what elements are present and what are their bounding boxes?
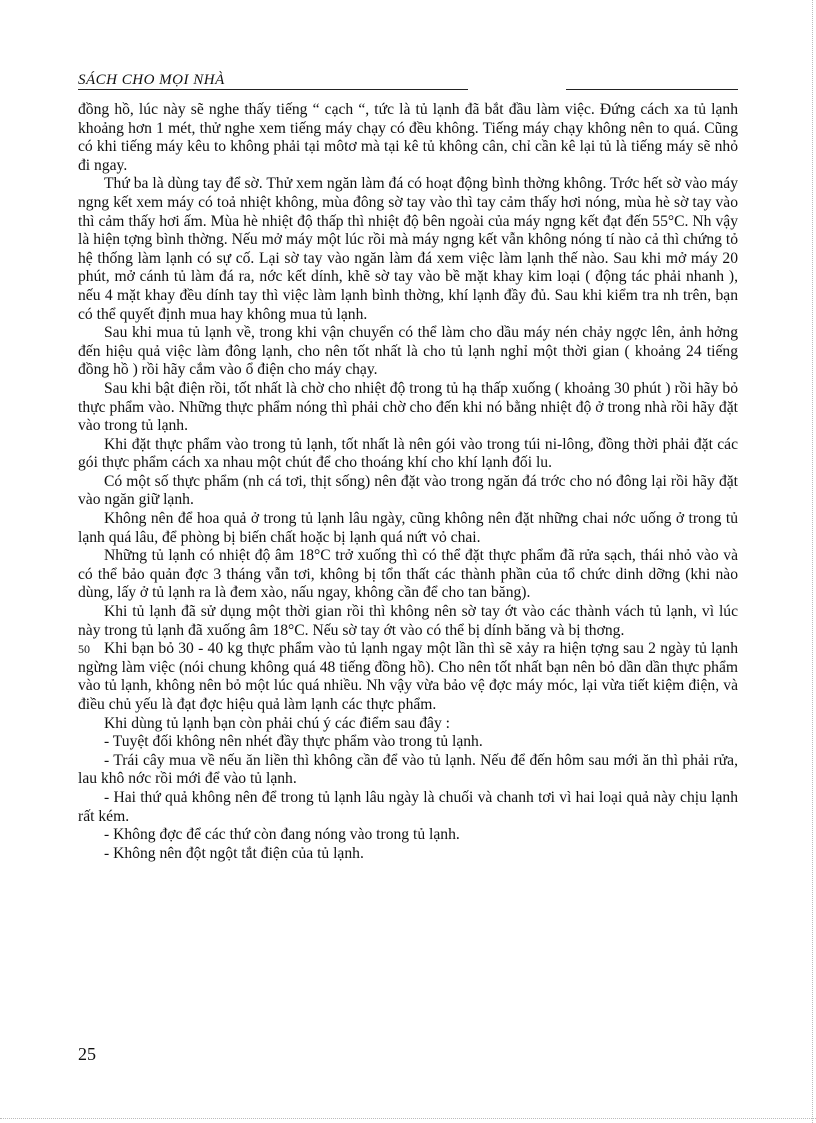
list-item: - Không nên đột ngột tắt điện của tủ lạnh. [104, 844, 364, 862]
paragraph: Khi dùng tủ lạnh bạn còn phải chú ý các điểm sau đây : [104, 714, 451, 732]
paragraph: đồng hồ, lúc này sẽ nghe thấy tiếng “ cạch “, tức là tủ lạnh đã bắt đầu làm việc. Đứng cách xa tủ lạnh khoảng hơn 1 mét, thử nghe xem tiếng máy chạy có đều không. Tiếng máy chạy không nên to quá. Cũng có khi tiếng máy kêu to không phải tại môtơ mà tại kê tủ không cân, chỉ cần kê lại tủ là tiếng máy sẽ nhỏ đi ngay. [78, 101, 738, 174]
list-item: - Hai thứ quả không nên để trong tủ lạnh lâu ngày là chuối và chanh tơi vì hai loại quả này chịu lạnh rất kém. [78, 788, 738, 825]
paragraph: Sau khi bật điện rồi, tốt nhất là chờ cho nhiệt độ trong tủ hạ thấp xuống ( khoảng 30 phút ) rồi hãy bỏ thực phẩm vào. Những thực phẩm nóng thì phải chờ cho đến khi nó bằng nhiệt độ ở trong nhà rồi hãy đặt vào trong tủ lạnh. [78, 379, 738, 435]
bottom-border [0, 1118, 816, 1119]
list-item: - Trái cây mua về nếu ăn liền thì không cần để vào tủ lạnh. Nếu để đến hôm sau mới ăn thì phải rửa, lau khô nớc rồi mới để vào tủ lạnh. [78, 751, 738, 788]
running-header: SÁCH CHO MỌI NHÀ [78, 72, 225, 88]
page-number: 25 [78, 1044, 96, 1064]
paragraph: Khi tủ lạnh đã sử dụng một thời gian rồi thì không nên sờ tay ớt vào các thành vách tủ lạnh, vì lúc này trong tủ lạnh đã xuống âm 18°C. Nếu sờ tay ớt vào có thể bị dính băng và bị thơng. [78, 603, 738, 639]
list-item: - Tuyệt đối không nên nhét đầy thực phẩm vào trong tủ lạnh. [104, 733, 483, 751]
paragraph: Khi bạn bỏ 30 - 40 kg thực phẩm vào tủ lạnh ngay một lần thì sẽ xảy ra hiện tợng sau 2 ngày tủ lạnh ngừng làm việc (nói chung không quá 48 tiếng đồng hồ). Cho nên tốt nhất bạn nên bỏ dần dần thực phẩm vào tủ lạnh, không nên bỏ một lúc quá nhiều. Nh vậy vừa bảo vệ đợc máy móc, lại vừa tiết kiệm điện, và điều chủ yếu là đạt đợc hiệu quả làm lạnh các thực phẩm. [78, 640, 738, 713]
paragraph: Sau khi mua tủ lạnh về, trong khi vận chuyển có thể làm cho dầu máy nén chảy ngợc lên, ảnh hởng đến hiệu quả việc làm đông lạnh, cho nên tốt nhất là cho tủ lạnh nghỉ một thời gian ( khoảng 24 tiếng đồng hồ ) rồi hãy cắm vào ổ điện cho máy chạy. [78, 324, 738, 379]
paragraph: Những tủ lạnh có nhiệt độ âm 18°C trở xuống thì có thể đặt thực phẩm đã rửa sạch, thái nhỏ vào và có thể bảo quản đợc 3 tháng vẫn tơi, không bị tổn thất các thành phần của tổ chức dinh dỡng (khi nào dùng, lấy ở tủ lạnh ra là đem xào, nấu ngay, không cần để cho tan băng). [78, 547, 738, 602]
right-border [812, 0, 813, 1123]
body-text [78, 101, 738, 863]
list-item: - Không đợc để các thứ còn đang nóng vào trong tủ lạnh. [104, 826, 460, 844]
margin-number: 50 [78, 642, 90, 656]
paragraph: Không nên để hoa quả ở trong tủ lạnh lâu ngày, cũng không nên đặt những chai nớc uống ở trong tủ lạnh quá lâu, để phòng bị biến chất hoặc bị lạnh quá nứt vỏ chai. [78, 510, 738, 546]
paragraph: Thứ ba là dùng tay để sờ. Thử xem ngăn làm đá có hoạt động bình thờng không. Trớc hết sờ vào máy ngng kết xem máy có toả nhiệt không, mùa đông sờ tay vào thì tay cảm thấy hơi nóng, mùa hè sờ tay vào thì cảm thấy hơi ấm. Mùa hè nhiệt độ thấp thì nhiệt độ bên ngoài của máy ngng kết đạt đến 55°C. Nh vậy là hiện tợng bình thờng. Nếu mở máy một lúc rồi mà máy ngng kết vẫn không nóng tí nào cả thì chứng tỏ hệ thống làm lạnh có sự cố. Lại sờ tay vào ngăn làm đá xem việc làm lạnh thế nào. Sau khi mở máy 20 phút, mở cánh tủ làm đá ra, nớc kết dính, khẽ sờ tay vào bề mặt khay kim loại ( động tác phải nhanh ), nếu 4 mặt khay đều dính tay thì việc làm lạnh bình thờng, khí lạnh đầy đủ. Sau khi kiểm tra nh trên, bạn có thể quyết định mua hay không mua tủ lạnh. [78, 175, 738, 323]
paragraph: Có một số thực phẩm (nh cá tơi, thịt sống) nên đặt vào trong ngăn đá trớc cho nó đông lại rồi hãy đặt vào ngăn giữ lạnh. [78, 472, 738, 509]
header-rule-right [566, 89, 738, 90]
header-rule-left [78, 89, 468, 90]
paragraph: Khi đặt thực phẩm vào trong tủ lạnh, tốt nhất là nên gói vào trong túi ni-lông, đồng thời phải đặt các gói thực phẩm cách xa nhau một chút để cho thoáng khí cho khí lạnh đối lu. [78, 435, 738, 472]
